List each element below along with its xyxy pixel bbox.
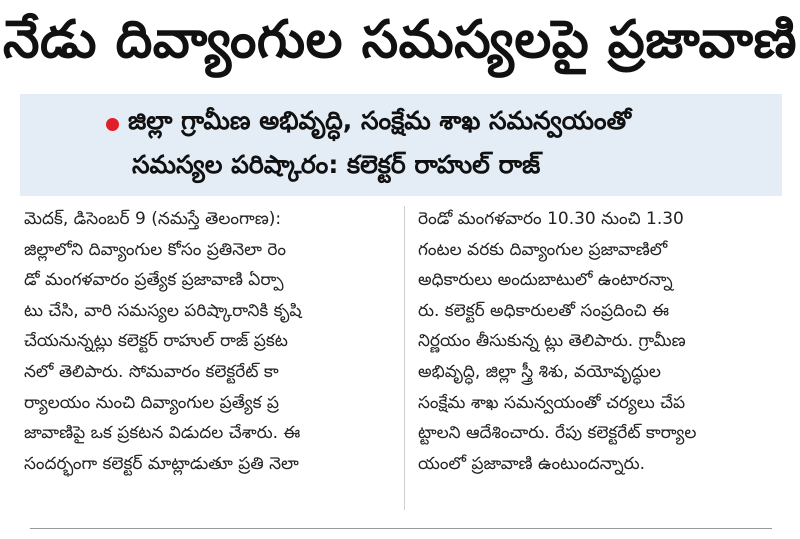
- body-line: జిల్లాలోని దివ్యాంగుల కోసం ప్రతినెలా రెం: [24, 239, 287, 260]
- article-column-left: [24, 204, 390, 479]
- article-column-right: [418, 204, 778, 479]
- body-line: సంక్షేమ శాఖ సమన్వయంతో చర్యలు చేప: [418, 392, 686, 413]
- body-line: నలో తెలిపారు. సోమవారం కలెక్టరేట్ కా: [24, 361, 279, 382]
- body-line: నిర్ణయం తీసుకున్న ట్లు తెలిపారు. గ్రామీణ: [418, 331, 686, 352]
- subheadline-box: [20, 94, 782, 196]
- bottom-divider: [30, 528, 772, 529]
- body-line: యంలో ప్రజావాణి ఉంటుందన్నారు.: [418, 453, 646, 474]
- body-line: డో మంగళవారం ప్రత్యేక ప్రజావాణి ఏర్పా: [24, 270, 284, 291]
- body-line: రు. కలెక్టర్ అధికారులతో సంప్రదించి ఈ: [418, 300, 669, 321]
- headline: నేడు దివ్యాంగుల సమస్యలపై ప్రజావాణి: [2, 9, 797, 70]
- body-line: ర్యాలయం నుంచి దివ్యాంగుల ప్రత్యేక ప్ర: [24, 392, 279, 413]
- red-bullet-icon: [106, 118, 119, 131]
- body-line: సందర్భంగా కలెక్టర్ మాట్లాడుతూ ప్రతి నెలా: [24, 453, 299, 474]
- column-divider: [404, 206, 405, 510]
- body-line: మెదక్, డిసెంబర్ 9 (నమస్తే తెలంగాణ):: [24, 209, 282, 229]
- body-line: అభివృద్ధి, జిల్లా స్త్రీ శిశు, వయోవృద్ధుల: [418, 361, 661, 382]
- body-line: చేయనున్నట్లు కలెక్టర్ రాహుల్ రాజ్ ప్రకట: [24, 331, 288, 352]
- body-line: ట్టాలని ఆదేశించారు. రేపు కలెక్టరేట్ కార్యాల: [418, 423, 697, 444]
- body-line: టు చేసి, వారి సమస్యల పరిష్కారానికి కృషి: [24, 300, 302, 321]
- subheadline-line-1: జిల్లా గ్రామీణ అభివృద్ధి, సంక్షేమ శాఖ సమన్వయంతో: [128, 106, 631, 135]
- subheadline-line-2: సమస్యల పరిష్కారం: కలెక్టర్ రాహుల్ రాజ్: [132, 150, 541, 179]
- body-line: జావాణిపై ఒక ప్రకటన విడుదల చేశారు. ఈ: [24, 423, 301, 444]
- body-line: గంటల వరకు దివ్యాంగుల ప్రజావాణిలో: [418, 239, 668, 260]
- body-line: రెండో మంగళవారం 10.30 నుంచి 1.30: [418, 209, 684, 229]
- body-line: అధికారులు అందుబాటులో ఉంటారన్నా: [418, 270, 673, 291]
